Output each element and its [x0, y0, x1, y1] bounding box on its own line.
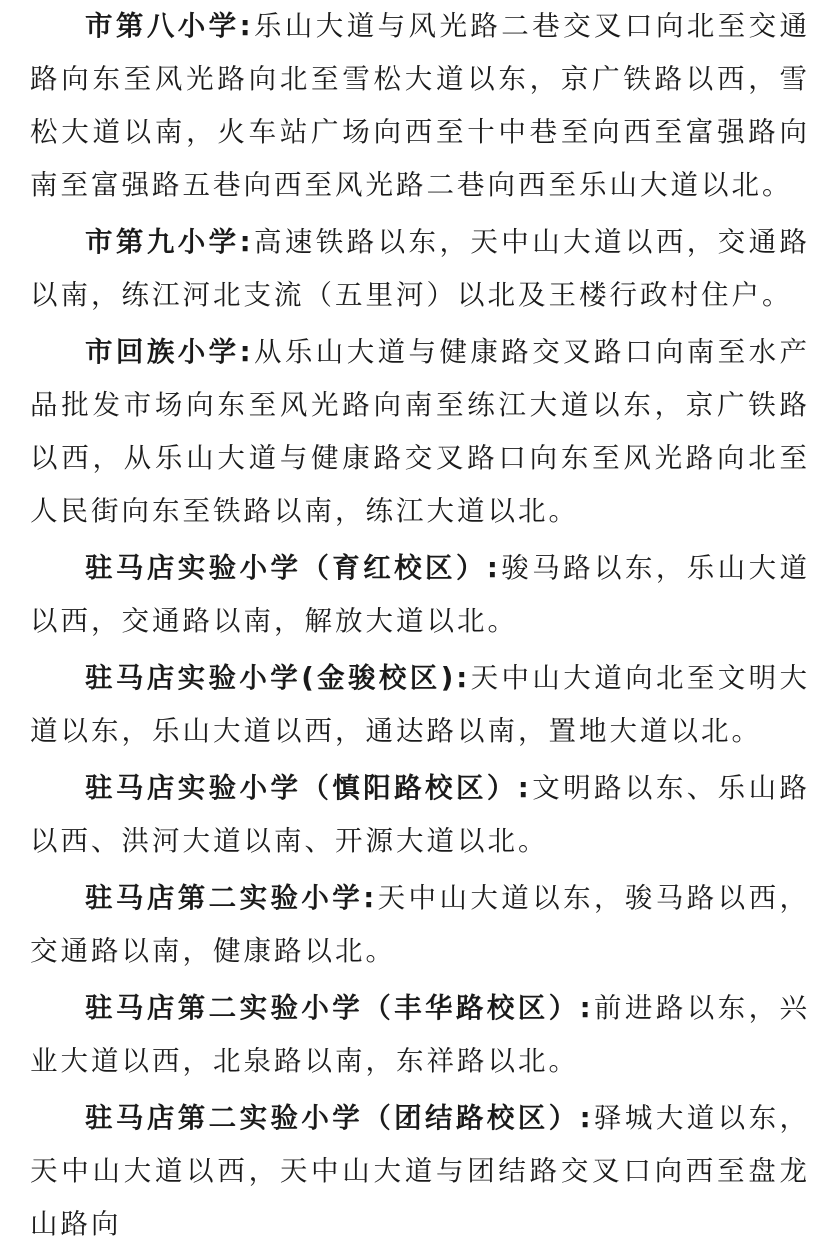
school-district: 从乐山大道与健康路交叉路口向南至水产品批发市场向东至风光路向南至练江大道以东，京广铁路以西，从乐山大道与健康路交叉路口向东至风光路向北至人民街向东至铁路以南，练江大道以北。 — [30, 336, 810, 527]
school-district: 骏马路以东，乐山大道以西，交通路以南，解放大道以北。 — [30, 552, 811, 637]
school-name: 驻马店第二实验小学（团结路校区）: — [85, 1102, 594, 1134]
school-name: 市第九小学: — [85, 226, 254, 258]
school-name: 驻马店第二实验小学（丰华路校区）: — [85, 992, 594, 1024]
school-name: 市回族小学: — [85, 336, 254, 368]
entry-hui-school — [30, 326, 810, 538]
school-district: 前进路以东，兴业大道以西，北泉路以南，东祥路以北。 — [30, 992, 811, 1077]
school-district: 乐山大道与风光路二巷交叉口向北至交通路向东至风光路向北至雪松大道以东，京广铁路以西，雪松大道以南，火车站广场向西至十中巷至向西至富强路向南至富强路五巷向西至风光路二巷向西至乐山大道以北。 — [30, 10, 810, 201]
entry-shiyan-yuhong — [30, 542, 810, 648]
school-name: 市第八小学: — [85, 10, 254, 42]
school-name: 驻马店实验小学（育红校区）: — [85, 552, 501, 584]
entry-second-shiyan-tuanjie — [30, 1092, 810, 1251]
entry-school-9 — [30, 216, 810, 322]
entry-shiyan-shenyang — [30, 762, 810, 868]
school-name: 驻马店实验小学(金骏校区): — [85, 662, 471, 694]
school-district: 高速铁路以东，天中山大道以西，交通路以南，练江河北支流（五里河）以北及王楼行政村住户。 — [30, 226, 810, 311]
entry-school-8 — [30, 0, 810, 212]
document-page — [30, 0, 811, 1240]
school-district: 天中山大道以东，骏马路以西，交通路以南，健康路以北。 — [30, 882, 811, 967]
school-district: 天中山大道向北至文明大道以东，乐山大道以西，通达路以南，置地大道以北。 — [30, 662, 811, 747]
school-district: 驿城大道以东，天中山大道以西，天中山大道与团结路交叉口向西至盘龙山路向 — [30, 1102, 811, 1240]
entry-second-shiyan — [30, 872, 810, 978]
entry-second-shiyan-fenghua — [30, 982, 810, 1088]
entry-shiyan-jinjun — [30, 652, 810, 758]
school-name: 驻马店实验小学（慎阳路校区）: — [85, 772, 532, 804]
school-district: 文明路以东、乐山路以西、洪河大道以南、开源大道以北。 — [30, 772, 810, 857]
school-name: 驻马店第二实验小学: — [85, 882, 378, 914]
